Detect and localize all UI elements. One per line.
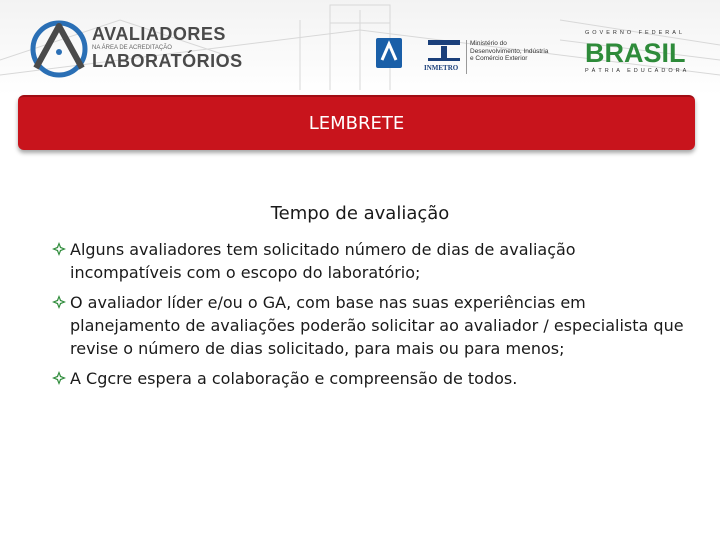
diamond-bullet-icon <box>52 242 66 256</box>
header <box>0 0 720 95</box>
ministry-name <box>470 40 580 63</box>
bullet-text: Alguns avaliadores tem solicitado número de dias de avaliação incompatíveis com o escopo do laboratório; <box>70 240 576 282</box>
banner-title: LEMBRETE <box>308 113 405 134</box>
inmetro-label: INMETRO <box>424 64 459 72</box>
logo-subtitle: NA ÁREA DE ACREDITAÇÃO <box>92 45 172 51</box>
institution-logo-icon <box>376 38 402 68</box>
inmetro-logo <box>424 38 464 74</box>
logo-title-line2: LABORATÓRIOS <box>92 51 243 71</box>
bullet-list <box>52 238 692 397</box>
bullet-text: O avaliador líder e/ou o GA, com base nas suas experiências em planejamento de avaliações poderão solicitar ao avaliador / especialista que revise o número de dias solicitado, para mais ou para menos; <box>70 293 684 358</box>
government-logos <box>372 30 692 80</box>
list-item <box>52 238 692 284</box>
brasil-wordmark: BRASIL <box>585 38 686 68</box>
ministry-line: Desenvolvimento, Indústria <box>470 47 549 55</box>
patria-educadora-label: PÁTRIA EDUCADORA <box>585 68 690 74</box>
ministry-line: Ministério do <box>470 40 507 47</box>
logo-title-line1: AVALIADORES <box>92 24 226 44</box>
title-banner <box>18 95 695 150</box>
ministry-line: e Comércio Exterior <box>470 55 528 62</box>
governo-federal-label: GOVERNO FEDERAL <box>585 30 686 36</box>
list-item <box>52 367 692 390</box>
divider <box>466 40 467 74</box>
brasil-government-logo <box>582 30 692 78</box>
avaliadores-logo <box>28 18 248 88</box>
inmetro-icon <box>424 38 464 62</box>
diamond-bullet-icon <box>52 295 66 309</box>
bullet-text: A Cgcre espera a colaboração e compreensão de todos. <box>70 369 518 388</box>
list-item <box>52 291 692 360</box>
diamond-bullet-icon <box>52 371 66 385</box>
slide-subtitle: Tempo de avaliação <box>270 203 450 224</box>
logo-emblem-icon <box>28 18 90 80</box>
